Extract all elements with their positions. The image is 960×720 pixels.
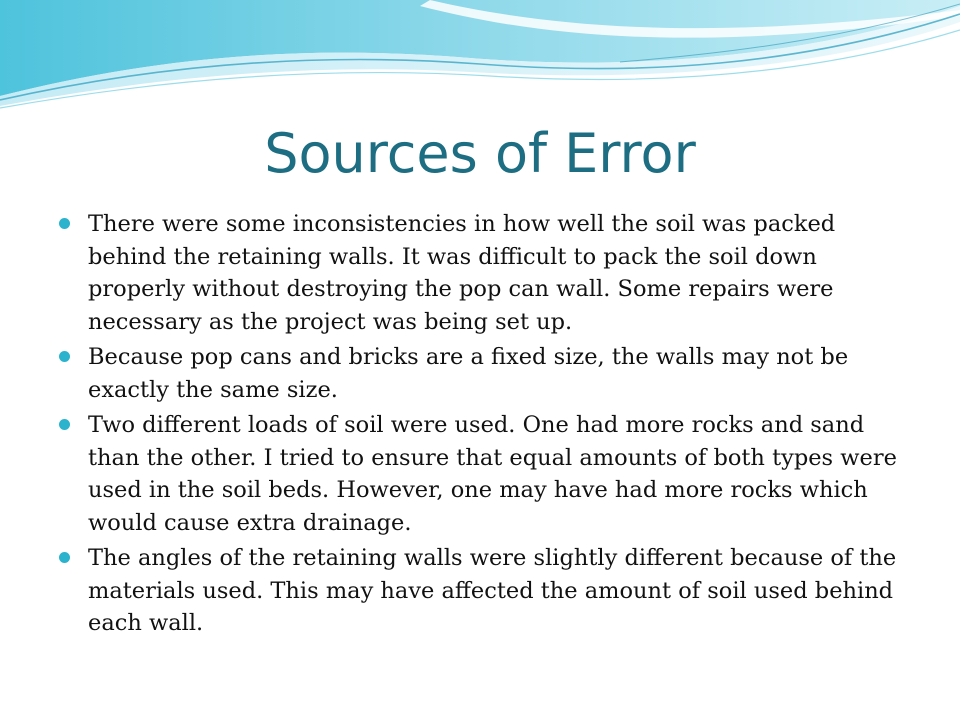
slide-title: Sources of Error	[264, 122, 696, 185]
bullet-dot-icon	[59, 351, 70, 362]
bullet-text: There were some inconsistencies in how well the soil was packed behind the retaining walls. It was difficult to pack the soil down properly without destroying the pop can wall. Some repairs were necessary as the project was being set up.	[88, 211, 836, 335]
bullet-list	[58, 208, 910, 643]
bullet-text: The angles of the retaining walls were slightly different because of the materials used. This may have affected the amount of soil used behind each wall.	[88, 545, 897, 636]
bullet-dot-icon	[59, 218, 70, 229]
bullet-item	[58, 409, 910, 539]
bullet-item	[58, 208, 910, 338]
header-wave-decoration	[0, 0, 960, 120]
bullet-dot-icon	[59, 419, 70, 430]
bullet-text: Two different loads of soil were used. One had more rocks and sand than the other. I tried to ensure that equal amounts of both types were used in the soil beds. However, one may have had more rocks which would cause extra drainage.	[88, 412, 897, 536]
bullet-dot-icon	[59, 552, 70, 563]
bullet-text: Because pop cans and bricks are a fixed size, the walls may not be exactly the same size.	[88, 344, 849, 403]
bullet-item	[58, 542, 910, 640]
bullet-item	[58, 341, 910, 406]
